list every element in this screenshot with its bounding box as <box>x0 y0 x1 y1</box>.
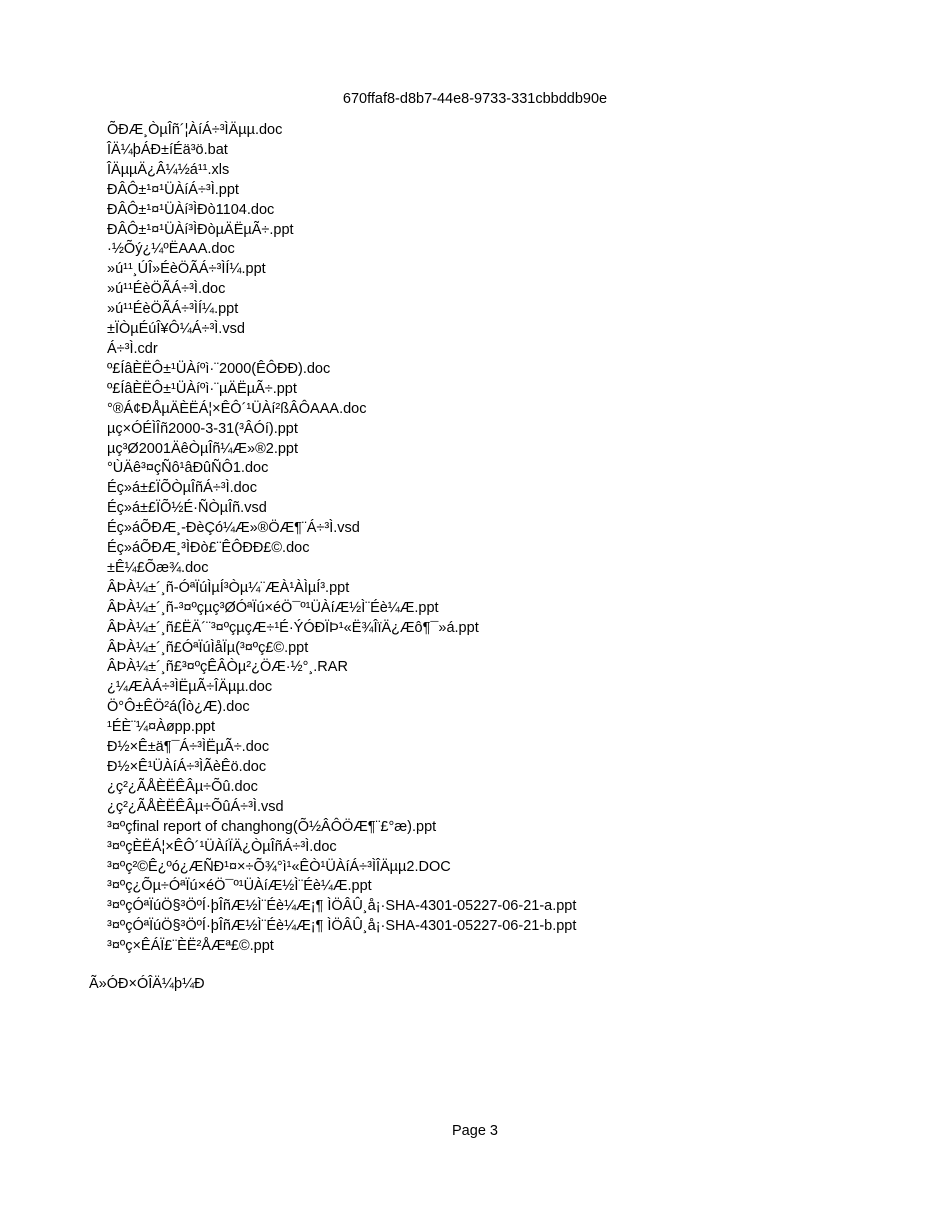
file-name-item: ±Ê¼£Õæ¾.doc <box>107 559 209 576</box>
file-name-item: °ÙÄê³¤çÑô¹âÐûÑÔ1.doc <box>107 460 269 477</box>
file-name-item: Éç»á±£ÏÕ½É·ÑÒµÎñ.vsd <box>107 500 267 517</box>
file-name-item: ³¤ºç¿Õµ÷ÓªÏú×éÖ¯º¹ÜÀíÆ½Ì¨Éè¼Æ.ppt <box>107 878 372 895</box>
file-name-item: º£ÍâÈËÔ±¹ÜÀíºì·¨µÄËµÃ÷.ppt <box>107 380 297 397</box>
file-name-item: ÕÐÆ¸ÒµÎñ´¦ÀíÁ÷³ÌÄµµ.doc <box>107 122 283 138</box>
file-name-item: Éç»áÕÐÆ¸³ÌÐò£¨ÊÔÐÐ£©.doc <box>107 540 310 557</box>
file-name-item: ÂÞÀ¼±´¸ñ-ÓªÏúÌµÍ³Òµ¼¨ÆÀ¹ÀÌµÍ³.ppt <box>107 579 350 596</box>
file-name-item: ³¤ºçfinal report of changhong(Õ½ÂÔÖÆ¶¨£°æ).ppt <box>107 818 437 835</box>
file-name-item: Ð½×Ê¹ÜÀíÁ÷³ÌÃèÊö.doc <box>107 759 267 775</box>
subfolder-note: Ã»ÓÐ×ÓÎÄ¼þ¼Ð <box>89 976 205 992</box>
file-name-item: ¹ÉÈ¨¼¤Àøpp.ppt <box>107 719 215 736</box>
file-name-item: ³¤ºçÓªÏúÖ§³ÖºÍ·þÎñÆ½Ì¨Éè¼Æ¡¶ ÌÖÂÛ¸å¡·SHA-4301-05227-06-21-a.ppt <box>107 898 577 915</box>
file-name-item: °®Á¢ÐÅµÄÈËÁ¦×ÊÔ´¹ÜÀí²ßÂÔAAA.doc <box>107 400 367 417</box>
file-name-item: ³¤ºçÈËÁ¦×ÊÔ´¹ÜÀíÏÄ¿ÒµÎñÁ÷³Ì.doc <box>107 838 337 855</box>
file-name-item: º£ÍâÈËÔ±¹ÜÀíºì·¨2000(ÊÔÐÐ).doc <box>107 360 331 377</box>
file-name-item: µç×ÓÉÌÎñ2000-3-31(³ÂÓí).ppt <box>107 420 298 437</box>
file-name-item: ÎÄ¼þÁÐ±íÉä³ö.bat <box>107 141 228 158</box>
file-name-item: ·½Õý¿¼ºËAAA.doc <box>107 241 235 258</box>
file-name-item: ÂÞÀ¼±´¸ñ-³¤ºçµç³ØÓªÏú×éÖ¯º¹ÜÀíÆ½Ì¨Éè¼Æ.ppt <box>107 599 439 616</box>
file-name-item: »ú¹¹ÉèÖÃÁ÷³Ì.doc <box>107 281 226 298</box>
file-name-item: ³¤ºçÓªÏúÖ§³ÖºÍ·þÎñÆ½Ì¨Éè¼Æ¡¶ ÌÖÂÛ¸å¡·SHA-4301-05227-06-21-b.ppt <box>107 918 577 935</box>
file-name-item: Éç»á±£ÏÕÒµÎñÁ÷³Ì.doc <box>107 480 257 497</box>
file-name-item: ¿¼ÆÀÁ÷³ÌËµÃ÷ÎÄµµ.doc <box>107 679 273 696</box>
file-name-item: ÂÞÀ¼±´¸ñ£³¤ºçÊÂÒµ²¿ÖÆ·½°¸.RAR <box>107 659 348 676</box>
file-name-item: ÂÞÀ¼±´¸ñ£ÓªÏúÌåÏµ(³¤ºç£©.ppt <box>107 639 309 656</box>
file-name-item: »ú¹¹¸ÚÎ»ÉèÖÃÁ÷³ÌÍ¼.ppt <box>107 261 266 278</box>
file-name-item: ³¤ºç×ÊÁÏ£¨ÈË²ÅÆª£©.ppt <box>107 938 274 955</box>
file-name-item: ¿ç²¿ÃÅÈËÊÂµ÷Õû.doc <box>107 778 258 795</box>
file-name-item: ÎÄµµÄ¿Â¼½á¹¹.xls <box>107 161 230 178</box>
file-name-item: »ú¹¹ÉèÖÃÁ÷³ÌÍ¼.ppt <box>107 301 239 318</box>
file-name-item: ÐÂÔ±¹¤¹ÜÀí³ÌÐò1104.doc <box>107 201 275 218</box>
file-name-item: Éç»áÕÐÆ¸-ÐèÇó¼Æ»®ÖÆ¶¨Á÷³Ì.vsd <box>107 520 360 537</box>
file-name-item: Á÷³Ì.cdr <box>107 340 158 357</box>
file-name-item: ¿ç²¿ÃÅÈËÊÂµ÷ÕûÁ÷³Ì.vsd <box>107 798 284 815</box>
page-number: Page 3 <box>452 1123 498 1139</box>
file-name-item: µç³Ø2001ÄêÒµÎñ¼Æ»®2.ppt <box>107 440 299 457</box>
file-name-item: ÐÂÔ±¹¤¹ÜÀí³ÌÐòµÄËµÃ÷.ppt <box>107 221 294 238</box>
document-id-header: 670ffaf8-d8b7-44e8-9733-331cbbddb90e <box>342 91 608 107</box>
file-name-item: Ö°Ô±ÊÖ²á(Îò¿Æ).doc <box>107 699 250 716</box>
file-name-item: ±ÏÒµÉúÎ¥Ô¼Á÷³Ì.vsd <box>107 321 245 338</box>
file-list <box>107 121 576 957</box>
file-name-item: Ð½×Ê±ä¶¯Á÷³ÌËµÃ÷.doc <box>107 739 270 756</box>
file-name-item: ÐÂÔ±¹¤¹ÜÀíÁ÷³Ì.ppt <box>107 181 239 198</box>
file-name-item: ÂÞÀ¼±´¸ñ£ËÄ´¨³¤ºçµçÆ÷¹É·ÝÓÐÏÞ¹«Ë¾ÎïÄ¿Æô¶¯»á.ppt <box>107 619 479 636</box>
file-name-item: ³¤ºç²©Ê¿ºó¿ÆÑÐ¹¤×÷Õ¾°ì¹«ÊÒ¹ÜÀíÁ÷³ÌÎÄµµ2.DOC <box>107 858 451 875</box>
